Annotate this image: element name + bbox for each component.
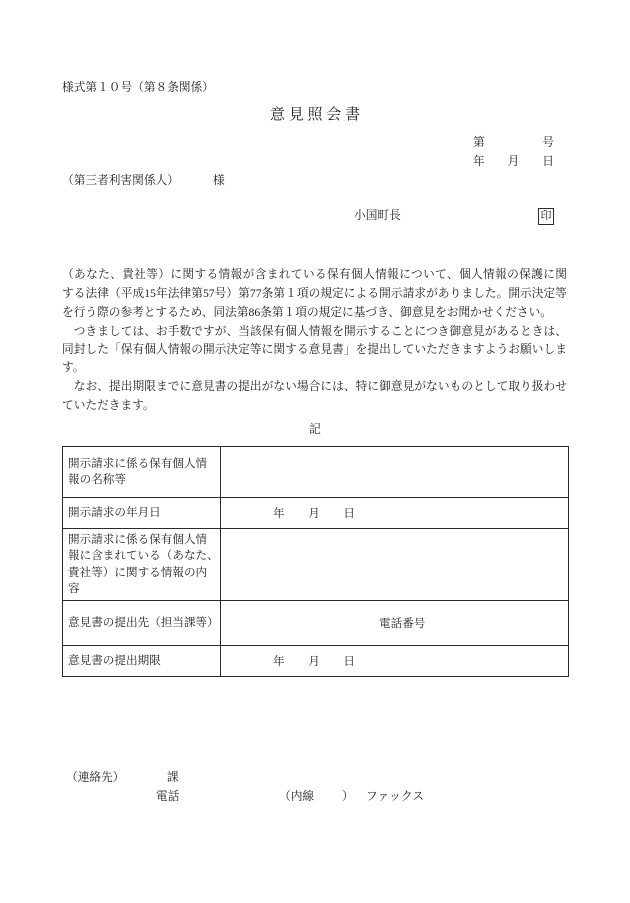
paragraph-2-line: つきましては、お手数ですが、当該保有個人情報を開示することにつき御意見があるときは、 [62, 325, 567, 338]
row-label-line: 報に含まれている（あなた、 [68, 549, 219, 562]
paragraph-1-line: する法律（平成15年法律第57号）第77条第１項の規定による開示請求がありました。開示決定等 [62, 287, 567, 300]
addressee-honorific: 様 [213, 174, 225, 187]
row-label-line: 意見書の提出期限 [68, 653, 161, 667]
form-number: 様式第１０号（第８条関係） [62, 81, 214, 94]
sender-name: 小国町長 [354, 209, 401, 222]
row-label-cell [63, 601, 221, 646]
contact-section-suffix: 課 [167, 771, 179, 784]
row-value-cell [221, 646, 569, 677]
table-row [63, 498, 569, 529]
date-day-label: 日 [343, 507, 355, 520]
contact-phone-label: 電話 [156, 790, 180, 803]
date-year-label: 年 [273, 507, 285, 520]
date-day-label: 日 [343, 655, 355, 668]
phone-number-label: 電話番号 [379, 617, 426, 630]
issue-date-year: 年 [473, 155, 485, 168]
contact-fax-label: ファックス [366, 790, 425, 803]
row-label-cell [63, 498, 221, 529]
row-label-line: 開示請求の年月日 [68, 505, 161, 519]
row-label-line: 意見書の提出先（担当課等） [68, 615, 219, 629]
contact-extension-open: （内線 [279, 790, 315, 803]
doc-number-suffix: 号 [542, 136, 554, 149]
row-label-cell [63, 529, 221, 601]
issue-date-month: 月 [507, 155, 520, 168]
paragraph-2-line: す。 [62, 361, 85, 374]
addressee-label: （第三者利害関係人） [62, 174, 179, 187]
row-value-cell [221, 498, 569, 529]
request-date-fields [273, 505, 355, 521]
row-value-cell [221, 529, 569, 601]
issue-date-day: 日 [542, 155, 554, 168]
paragraph-1-line: （あなた、貴社等）に関する情報が含まれている保有個人情報について、個人情報の保護に関 [62, 268, 567, 281]
date-month-label: 月 [308, 655, 320, 668]
row-value-cell [221, 601, 569, 646]
table-row [63, 447, 569, 498]
ki-heading: 記 [309, 423, 321, 436]
contact-extension-close: ） [342, 790, 354, 803]
paragraph-2-line: 同封した「保有個人情報の開示決定等に関する意見書」を提出していただきますようお願いしま [62, 343, 567, 356]
document-title: 意 見 照 会 書 [269, 107, 360, 123]
seal-mark: 印 [538, 208, 554, 225]
table-row [63, 601, 569, 646]
row-label-cell [63, 447, 221, 498]
contact-label: （連絡先） [66, 771, 125, 784]
doc-number [473, 137, 554, 149]
date-month-label: 月 [308, 507, 320, 520]
row-label-line: 開示請求に係る保有個人情 [68, 456, 208, 470]
paragraph-1-line: を行う際の参考とするため、同法第86条第１項の規定に基づき、御意見をお聞かせください。 [62, 306, 552, 319]
row-label-line: 容 [68, 582, 80, 595]
row-label-line: 報の名称等 [68, 473, 126, 486]
row-label-cell [63, 646, 221, 677]
deadline-date-fields [273, 653, 355, 669]
paragraph-3-line: ていただきます。 [62, 399, 155, 412]
issue-date [473, 156, 554, 168]
row-label-line: 開示請求に係る保有個人情 [68, 532, 208, 546]
table-row [63, 646, 569, 677]
inquiry-details-table [62, 446, 569, 677]
date-year-label: 年 [273, 655, 285, 668]
doc-number-prefix: 第 [473, 136, 485, 149]
table-row [63, 529, 569, 601]
paragraph-3-line: なお、提出期限までに意見書の提出がない場合には、特に御意見がないものとして取り扱わせ [62, 380, 567, 393]
row-label-line: 貴社等）に関する情報の内 [68, 565, 208, 579]
row-value-cell [221, 447, 569, 498]
